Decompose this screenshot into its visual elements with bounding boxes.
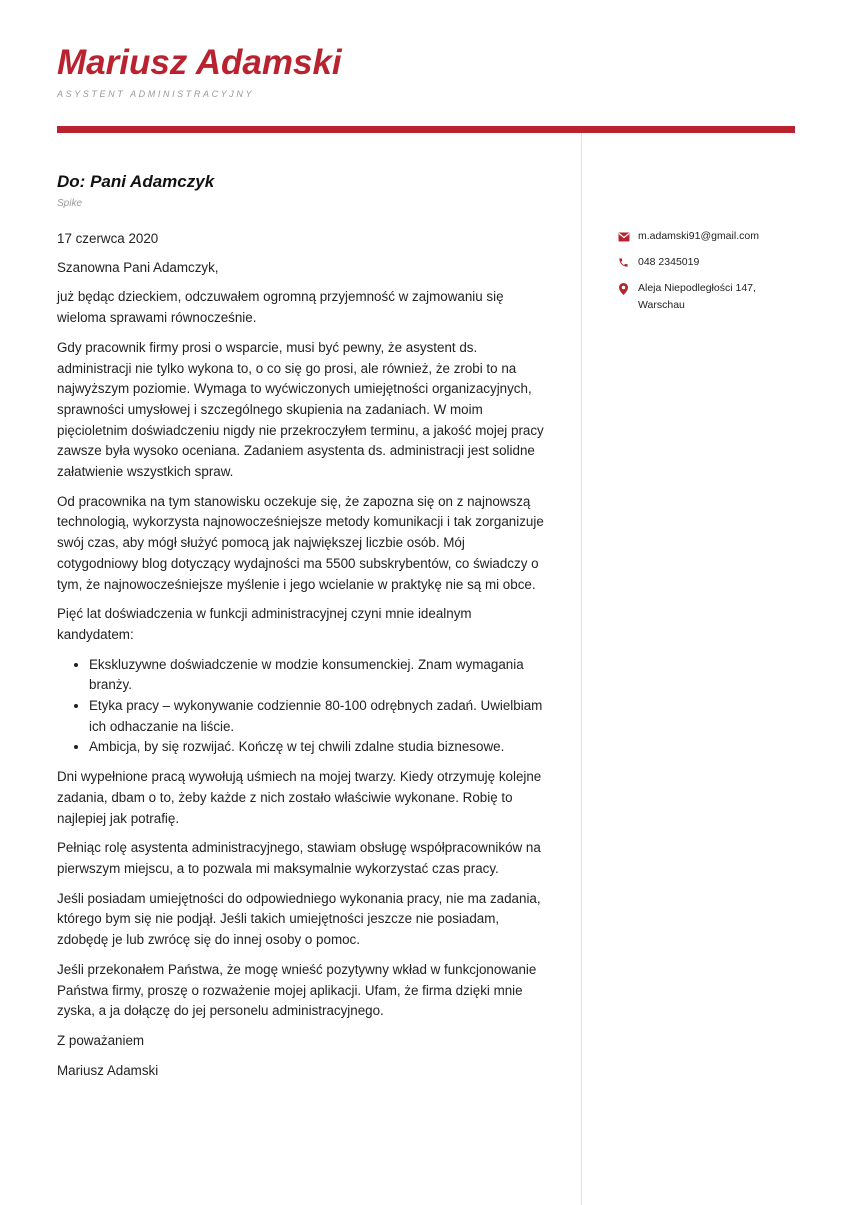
letter-main-column (57, 170, 547, 1090)
letter-paragraph: Gdy pracownik firmy prosi o wsparcie, musi być pewny, że asystent ds. administracji nie tylko wykona to, o co się go prosi, ale również, że zrobi to na najwyższym poziomie. Wymaga to wyćwiczonych umiejętności organizacyjnych, sprawności umysłowej i szczególnego skupienia na zadaniach. W moim pięcioletnim doświadczeniu nigdy nie przekroczyłem terminu, a jakość mojej pracy zawsze była wysoko oceniana. Zadaniem asystenta ds. administracji jest solidne załatwienie wszystkich spraw. (57, 339, 544, 480)
list-item: • Ekskluzywne doświadczenie w modzie konsumenckiej. Znam wymagania branży. (89, 655, 547, 696)
envelope-icon (617, 228, 630, 245)
recipient-company: Spike (57, 198, 83, 209)
salutation: Szanowna Pani Adamczyk, (57, 259, 219, 275)
column-divider (581, 133, 582, 1205)
signature: Mariusz Adamski (57, 1062, 159, 1078)
letter-paragraph: Jeśli posiadam umiejętności do odpowiedniego wykonania pracy, nie ma zadania, którego bym się nie podjął. Jeśli takich umiejętności jeszcze nie posiadam, zdobędę je lub zwrócę się do innej osoby o pomoc. (57, 890, 541, 948)
address-line-1: Aleja Niepodległości 147, (638, 282, 756, 294)
recipient-to-label: Do (57, 172, 80, 191)
location-pin-icon (617, 280, 630, 297)
contact-email[interactable] (617, 228, 797, 245)
contact-address (617, 280, 797, 314)
list-item: • Ambicja, by się rozwijać. Kończę w tej chwili zdalne studia biznesowe. (89, 737, 547, 758)
letter-paragraph: już będąc dzieckiem, odczuwałem ogromną przyjemność w zajmowaniu się wieloma sprawami równocześnie. (57, 289, 504, 326)
job-title: ASYSTENT ADMINISTRACYJNY (57, 89, 255, 99)
letter-date: 17 czerwca 2020 (57, 231, 159, 246)
email-text: m.adamski91@gmail.com (638, 230, 759, 242)
closing: Z poważaniem (57, 1032, 145, 1048)
letter-body (57, 229, 547, 1081)
address-text (638, 280, 797, 314)
letter-paragraph: Pięć lat doświadczenia w funkcji administracyjnej czyni mnie idealnym kandydatem: (57, 606, 472, 642)
phone-icon (617, 254, 630, 271)
letter-paragraph: Dni wypełnione pracą wywołują uśmiech na mojej twarzy. Kiedy otrzymuję kolejne zadania, dbam o to, żeby każde z nich zostało właściwie wykonane. Robię to najlepiej jak potrafię. (57, 769, 542, 826)
applicant-name: Mariusz Adamski (57, 43, 342, 82)
recipient-name: Pani Adamczyk (90, 172, 215, 191)
contact-sidebar (617, 228, 797, 323)
header (57, 42, 797, 99)
phone-text: 048 2345019 (638, 256, 700, 268)
letter-paragraph: Od pracownika na tym stanowisku oczekuje się, że zapozna się on z najnowszą technologią, wykorzysta najnowocześniejsze metody komunikacji i tak zorganizuje swój czas, aby mógł służyć pomocą jak największej liczbie osób. Mój cotygodniowy blog dotyczący wydajności ma 5500 subskrybentów, co świadczy o tym, że najnowocześniejsze myślenie i jego wcielanie w praktykę nie są mi obce. (57, 493, 544, 592)
contact-phone[interactable] (617, 254, 797, 271)
letter-paragraph: Pełniąc rolę asystenta administracyjnego, stawiam obsługę współpracowników na pierwszym miejscu, a to pozwala mi maksymalnie wykorzystać czas pracy. (57, 840, 541, 876)
address-line-2: Warschau (638, 299, 685, 311)
list-item: • Etyka pracy – wykonywanie codziennie 80-100 odrębnych zadań. Uwielbiam ich odhaczanie na liście. (89, 696, 547, 737)
header-accent-rule (57, 126, 795, 133)
recipient-line: Do: Pani Adamczyk (57, 172, 215, 191)
letter-paragraph: Jeśli przekonałem Państwa, że mogę wnieść pozytywny wkład w funkcjonowanie Państwa firmy, proszę o rozważenie mojej aplikacji. Ufam, że firma dzięki mnie zyska, a ja dołączę do jej personelu administracyjnego. (57, 961, 537, 1019)
qualifications-list (57, 655, 547, 759)
